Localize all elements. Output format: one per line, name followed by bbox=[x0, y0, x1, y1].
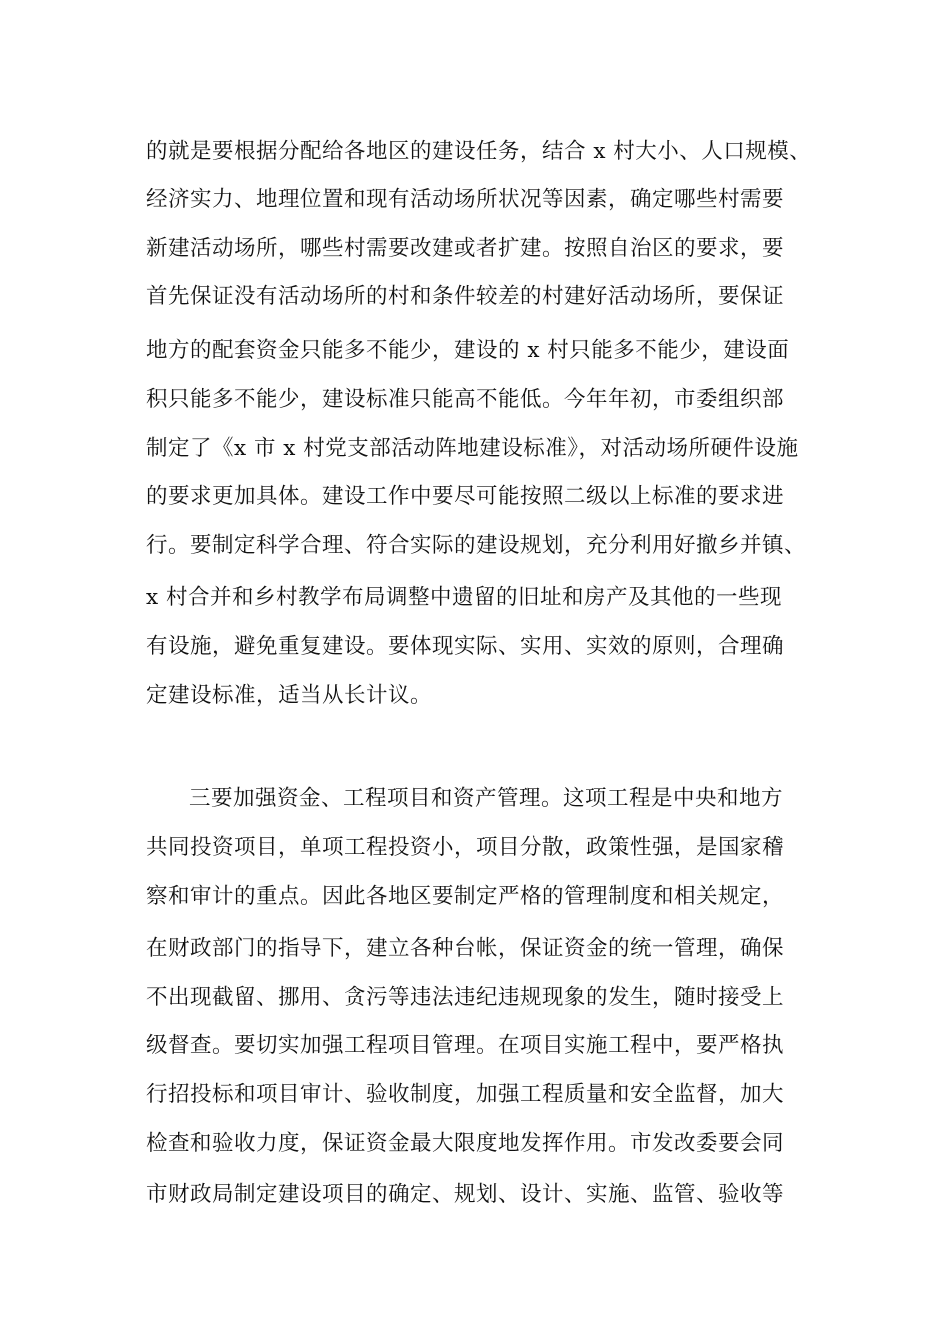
paragraph-line: 有设施，避免重复建设。要体现实际、实用、实效的原则，合理确 bbox=[146, 634, 785, 659]
paragraph-line: 的就是要根据分配给各地区的建设任务，结合 x 村大小、人口规模、 bbox=[146, 139, 812, 164]
paragraph-line: 地方的配套资金只能多不能少，建设的 x 村只能多不能少，建设面 bbox=[146, 338, 790, 363]
paragraph-line: 制定了《x 市 x 村党支部活动阵地建设标准》，对活动场所硬件设施 bbox=[146, 436, 799, 461]
paragraph-line: 的要求更加具体。建设工作中要尽可能按照二级以上标准的要求进 bbox=[146, 484, 785, 509]
paragraph-line: 检查和验收力度，保证资金最大限度地发挥作用。市发改委要会同 bbox=[146, 1131, 785, 1156]
paragraph-line: 行。要制定科学合理、符合实际的建设规划，充分利用好撤乡并镇、 bbox=[146, 533, 807, 558]
paragraph-line: 三要加强资金、工程项目和资产管理。这项工程是中央和地方 bbox=[189, 786, 784, 811]
paragraph-line: 积只能多不能少，建设标准只能高不能低。今年年初，市委组织部 bbox=[146, 387, 785, 412]
paragraph-line: 首先保证没有活动场所的村和条件较差的村建好活动场所，要保证 bbox=[146, 284, 785, 309]
paragraph-line: 在财政部门的指导下，建立各种台帐，保证资金的统一管理，确保 bbox=[146, 936, 785, 961]
paragraph-line: 市财政局制定建设项目的确定、规划、设计、实施、监管、验收等 bbox=[146, 1182, 785, 1207]
paragraph-line: 新建活动场所，哪些村需要改建或者扩建。按照自治区的要求，要 bbox=[146, 236, 785, 261]
paragraph-line: 定建设标准，适当从长计议。 bbox=[146, 683, 433, 708]
paragraph-line: 共同投资项目，单项工程投资小，项目分散，政策性强，是国家稽 bbox=[146, 835, 785, 860]
paragraph-line: x 村合并和乡村教学布局调整中遗留的旧址和房产及其他的一些现 bbox=[146, 585, 782, 610]
paragraph-line: 行招投标和项目审计、验收制度，加强工程质量和安全监督，加大 bbox=[146, 1082, 785, 1107]
paragraph-line: 不出现截留、挪用、贪污等违法违纪违规现象的发生，随时接受上 bbox=[146, 985, 785, 1010]
paragraph-line: 经济实力、地理位置和现有活动场所状况等因素，确定哪些村需要 bbox=[146, 187, 785, 212]
paragraph-line: 级督查。要切实加强工程项目管理。在项目实施工程中，要严格执 bbox=[146, 1033, 785, 1058]
paragraph-line: 察和审计的重点。因此各地区要制定严格的管理制度和相关规定， bbox=[146, 884, 785, 909]
